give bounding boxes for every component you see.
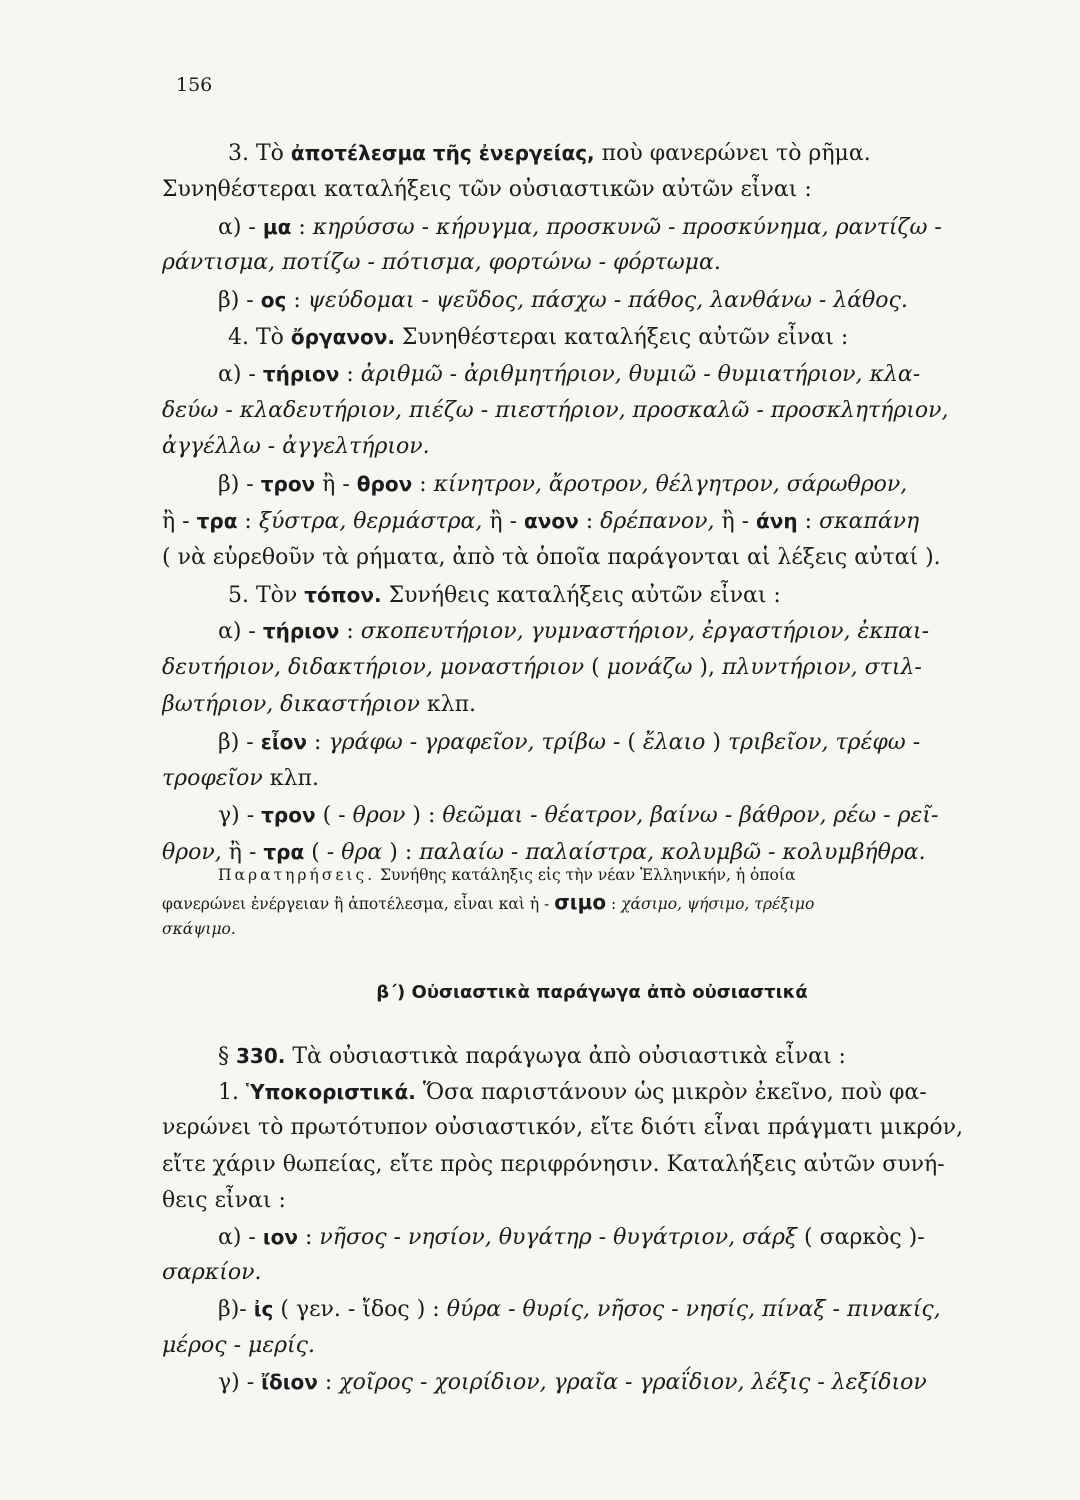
bold-term: Ὑποκοριστικά. — [245, 1080, 416, 1105]
suffix: τρα — [196, 508, 238, 533]
text: 4. Τὸ — [228, 324, 291, 350]
suffix: τρον — [261, 803, 316, 828]
examples: θεῶμαι - θέατρον, βαίνω - βάθρον, ρέω - ρεῖ- — [442, 803, 939, 829]
text-line — [162, 1074, 1020, 1110]
text: : — [291, 214, 313, 240]
text: : — [307, 729, 329, 755]
text-line — [162, 503, 1020, 540]
text-line — [162, 687, 1020, 724]
section-330 — [162, 1038, 1020, 1400]
text: ποὺ φανερώνει τὸ ρῆμα. — [594, 141, 871, 166]
text: Συνηθέστεραι καταλήξεις αὐτῶν εἶναι : — [394, 324, 849, 350]
text: α) - — [218, 619, 263, 645]
text-line — [162, 466, 1020, 503]
text-line: θεις εἶναι : — [162, 1187, 286, 1213]
section-heading: β΄) Οὐσιαστικὰ παράγωγα ἀπὸ οὐσιαστικά — [376, 982, 808, 1003]
text-line — [162, 1219, 1020, 1255]
examples: ψεύδομαι - ψεῦδος, πάσχω - πάθος, λανθάνω - λάθος. — [307, 288, 908, 314]
text: κλπ. — [262, 765, 319, 791]
examples: κηρύσσω - κήρυγμα, προσκυνῶ - προσκύνημα, ραντίζω - — [312, 214, 942, 240]
text: ), — [692, 655, 722, 681]
text-line — [162, 889, 1022, 916]
examples: γράφω - γραφεῖον, τρίβω - — [328, 729, 621, 755]
suffix: ος — [260, 288, 287, 313]
examples: τροφεῖον — [162, 765, 263, 791]
text-line: σκάψιμο. — [162, 920, 236, 938]
examples: σκοπευτήριον, γυμναστήριον, ἐργαστήριον, ἐκπαι- — [360, 619, 930, 645]
text: ἢ - — [482, 508, 525, 534]
main-text — [162, 135, 1020, 871]
text-line: σαρκίον. — [162, 1260, 262, 1286]
text: : — [797, 508, 820, 534]
suffix: ανον — [524, 508, 579, 533]
text: : — [317, 1369, 340, 1395]
examples: σκαπάνη — [819, 508, 920, 534]
text: β) - — [218, 472, 261, 498]
suffix: θρον — [356, 472, 413, 497]
bold-term: ὄργανον. — [290, 324, 395, 349]
text: Συνήθης κατάληξις εἰς τὴν νέαν Ἑλληνικήν, ἡ ὁποία — [375, 866, 796, 884]
text-line: δεύω - κλαδευτήριον, πιέζω - πιεστήριον, προσκαλῶ - προσκλητήριον, — [162, 397, 949, 423]
examples: θρον — [352, 803, 406, 829]
text: β) - — [218, 729, 261, 755]
examples: δρέπανον, — [600, 508, 715, 534]
examples: χάσιμο, ψήσιμο, τρέξιμο — [621, 895, 815, 913]
text: γ) - — [218, 1369, 262, 1395]
text-line — [162, 862, 1022, 889]
bold-term: τόπον. — [304, 582, 382, 607]
text: 3. Τὸ — [228, 141, 291, 166]
text-line — [162, 650, 1020, 687]
text: ἢ - — [714, 508, 757, 534]
text-line — [162, 1364, 1020, 1400]
suffix: εἶον — [260, 729, 308, 754]
examples: θρα — [341, 840, 383, 866]
text: β) - — [218, 288, 261, 314]
text-line — [162, 1038, 1020, 1074]
text: ( - — [315, 803, 353, 829]
text: Ὅσα παριστάνουν ὡς μικρὸν ἐκεῖνο, ποὺ φα- — [415, 1080, 927, 1106]
text: ἢ - — [162, 508, 197, 534]
text: ( γεν. - ἴδος ) : — [273, 1297, 447, 1323]
suffix: σιμο — [554, 890, 607, 914]
suffix: τήριον — [262, 619, 340, 644]
text: 5. Τὸν — [228, 582, 305, 608]
examples: θύρα - θυρίς, νῆσος - νησίς, πίναξ - πινακίς, — [446, 1297, 941, 1323]
text-line — [162, 724, 1020, 761]
examples: ἔλαιο — [642, 729, 706, 755]
text: ) — [705, 729, 728, 755]
text: : — [298, 1224, 320, 1250]
text: γ) - — [218, 803, 262, 829]
text: ( σαρκὸς )- — [797, 1224, 925, 1250]
examples: κίνητρον, ἄροτρον, θέλγητρον, σάρωθρον, — [433, 472, 908, 498]
suffix: ἴδιον — [261, 1369, 318, 1394]
text-line — [162, 577, 1020, 614]
note-label: Παρατηρήσεις. — [218, 866, 376, 884]
text: β)- — [218, 1297, 254, 1323]
examples: ἀριθμῶ - ἀριθμητήριον, θυμιῶ - θυμιατήριον, κλα- — [360, 361, 921, 387]
text: Συνήθεις καταλήξεις αὐτῶν εἶναι : — [381, 582, 781, 608]
text: Τὰ οὐσιαστικὰ παράγωγα ἀπὸ οὐσιαστικὰ εἶναι : — [285, 1044, 846, 1069]
text: : — [606, 895, 622, 913]
suffix: ἰς — [253, 1297, 274, 1322]
suffix: τρα — [263, 840, 305, 865]
suffix: τήριον — [262, 361, 340, 386]
suffix: άνη — [756, 508, 798, 533]
text: : — [286, 288, 308, 314]
text: ( — [584, 655, 607, 681]
text-line: ἀγγέλλω - ἀγγελτήριον. — [162, 434, 430, 460]
examples: νῆσος - νησίον, θυγάτηρ - θυγάτριον, σάρξ — [319, 1224, 797, 1250]
section-number: 330. — [236, 1044, 286, 1068]
text-line — [162, 209, 1020, 246]
examples: δευτήριον, διδακτήριον, μοναστήριον — [162, 655, 585, 681]
text-line: εἴτε χάριν θωπείας, εἴτε πρὸς περιφρόνησιν. Καταλήξεις αὐτῶν συνή- — [162, 1151, 945, 1177]
observations-note — [162, 862, 1022, 943]
text: ) : — [405, 803, 443, 829]
text-line: μέρος - μερίς. — [162, 1332, 316, 1358]
examples: βωτήριον, δικαστήριον — [162, 691, 420, 717]
suffix: ιον — [262, 1224, 299, 1249]
text-line — [162, 319, 1020, 356]
text: ( — [620, 729, 643, 755]
text: : — [339, 619, 361, 645]
text: α) - — [218, 214, 263, 240]
text: φανερώνει ἐνέργειαν ἢ ἀποτέλεσμα, εἶναι καὶ ἡ - — [162, 895, 555, 913]
text: § — [218, 1044, 236, 1069]
text-line: Συνηθέστεραι καταλήξεις τῶν οὐσιαστικῶν αὐτῶν εἶναι : — [162, 176, 812, 202]
text-line — [162, 797, 1020, 834]
text-line — [162, 761, 1020, 798]
suffix: τρον — [260, 472, 316, 497]
text: α) - — [218, 1224, 263, 1250]
examples: θρον, — [162, 840, 222, 866]
text-line — [162, 613, 1020, 650]
text-line — [162, 282, 1020, 319]
text: : — [578, 508, 601, 534]
text: α) - — [218, 361, 263, 387]
text: : — [339, 361, 361, 387]
text-line — [162, 135, 1020, 172]
text-line: ράντισμα, ποτίζω - πότισμα, φορτώνω - φόρτωμα. — [162, 250, 721, 276]
examples: τριβεῖον, τρέφω - — [727, 729, 921, 755]
suffix: μα — [262, 214, 292, 239]
text: : — [412, 472, 434, 498]
page-number: 156 — [176, 74, 213, 96]
examples: χοῖρος - χοιρίδιον, γραῖα - γραΐδιον, λέξις - λεξίδιον — [339, 1369, 927, 1395]
examples: ξύστρα, θερμάστρα, — [258, 508, 483, 534]
text-line — [162, 1291, 1020, 1327]
text: : — [237, 508, 259, 534]
text-line — [162, 356, 1020, 393]
text: ) : — [382, 840, 420, 866]
text: ἢ - — [315, 472, 357, 498]
examples: μονάζω — [606, 655, 693, 681]
text-line: νερώνει τὸ πρωτότυπον οὐσιαστικόν, εἴτε διότι εἶναι πράγματι μικρόν, — [162, 1115, 964, 1141]
text: ἢ - — [221, 840, 264, 866]
bold-term: ἀποτέλεσμα τῆς ἐνεργείας, — [290, 141, 595, 165]
examples: παλαίω - παλαίστρα, κολυμβῶ - κολυμβήθρα. — [419, 840, 926, 866]
text-line: ( νὰ εὑρεθοῦν τὰ ρήματα, ἀπὸ τὰ ὁποῖα παράγονται αἱ λέξεις αὐταί ). — [162, 544, 941, 570]
examples: πλυντήριον, στιλ- — [721, 655, 922, 681]
text: κλπ. — [419, 691, 477, 717]
text: ( - — [304, 840, 342, 866]
text: 1. — [218, 1080, 246, 1106]
